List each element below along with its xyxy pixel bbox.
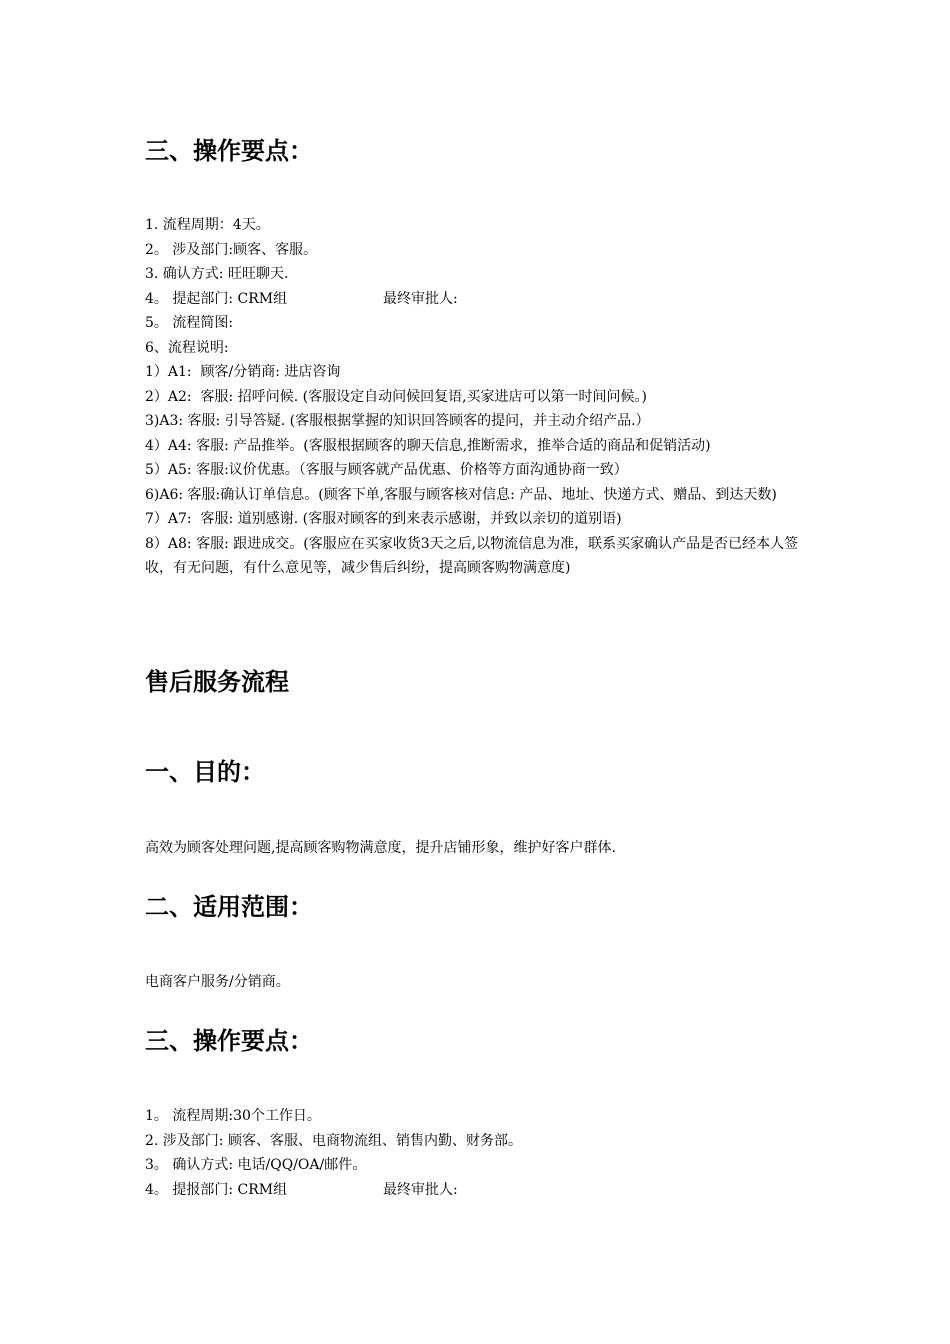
list-item [145,1178,815,1203]
final-approver-label: 最终审批人: [383,1181,458,1198]
list-item: 1）A1: 顾客/分销商: 进店咨询 [145,364,341,380]
list-item: 2）A2: 客服: 招呼问候. (客服设定自动问候回复语,买家进店可以第一时间问候。) [145,388,647,405]
list-item: 3。 确认方式: 电话/QQ/OA/邮件。 [145,1157,367,1173]
scope-paragraph [145,970,815,995]
list-item: 8）A8: 客服: 跟进成交。(客服应在买家收货3天之后,以物流信息为准，联系买家确认产品是否已经本人签收，有无问题，有什么意见等，减少售后纠纷，提高顾客购物满意度) [145,535,799,576]
heading-text: 三、操作要点： [145,137,313,165]
list-item: 3. 确认方式: 旺旺聊天. [145,266,289,282]
initiating-dept: 4。 提起部门: CRM组 [145,290,288,307]
list-item: 1. 流程周期：4天。 [145,217,270,233]
paragraph-text: 电商客户服务/分销商。 [145,974,290,990]
list-item: 2。 涉及部门:顾客、客服。 [145,241,318,258]
final-approver-label: 最终审批人: [383,290,458,307]
list-item: 2. 涉及部门: 顾客、客服、电商物流组、销售内勤、财务部。 [145,1132,522,1149]
heading-text: 二、适用范围： [145,893,313,921]
list-item: 1。 流程周期:30个工作日。 [145,1108,321,1124]
purpose-paragraph [145,836,815,861]
section-heading-scope [145,892,815,922]
paragraph-text: 高效为顾客处理问题,提高顾客购物满意度，提升店铺形象，维护好客户群体. [145,840,616,856]
list-item: 6、流程说明: [145,339,229,356]
list-item: 5。 流程简图: [145,315,234,331]
heading-text: 一、目的： [145,758,265,786]
section-heading-after-sales-operation-points [145,1026,815,1056]
reporting-dept: 4。 提报部门: CRM组 [145,1181,288,1198]
list-item: 7）A7: 客服: 道别感谢. (客服对顾客的到来表示感谢，并致以亲切的道别语) [145,511,622,527]
operation-points-list [145,213,815,581]
list-item: 6)A6: 客服:确认订单信息。(顾客下单,客服与顾客核对信息: 产品、地址、快递方式、赠品、到达天数) [145,486,777,503]
list-item: 3)A3: 客服: 引导答疑. (客服根据掌握的知识回答顾客的提问，并主动介绍产品.） [145,413,650,429]
title-text: 售后服务流程 [145,668,289,696]
list-item: 5）A5: 客服:议价优惠。（客服与顾客就产品优惠、价格等方面沟通协商一致） [145,462,628,478]
heading-text: 三、操作要点： [145,1027,313,1055]
list-item [145,287,815,312]
after-sales-points-list [145,1104,815,1202]
section-heading-operation-points [145,136,815,166]
list-item: 4）A4: 客服: 产品推举。(客服根据顾客的聊天信息,推断需求，推举合适的商品和促销活动) [145,437,711,454]
document-title [145,667,815,697]
section-heading-purpose [145,757,815,787]
